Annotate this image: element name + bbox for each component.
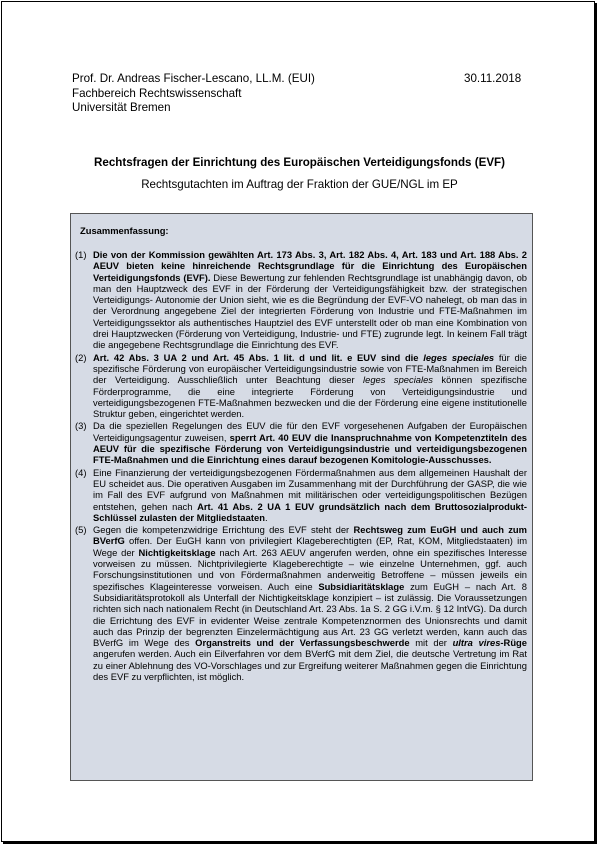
author-department: Fachbereich Rechtswissenschaft: [72, 86, 242, 100]
document-date: 30.11.2018: [464, 72, 522, 85]
summary-item: [75, 420, 527, 465]
summary-item-text: [93, 420, 527, 465]
summary-item: [75, 524, 527, 682]
text-run: Da die speziellen Regelungen des EUV die für den EVF vorgesehenen Aufgaben der Europäischen Verteidigungsagentur zuweisen,: [93, 420, 527, 443]
text-run: können spezifische Förderprogramme, die eine integrierte Förderung von Verteidigungsindustrie und verteidigungsbezogenen FTE-Maßnahmen bezwecken und die der Förderung eine eigene institutionelle Struktur geben, eingerichtet werden.: [93, 374, 527, 420]
text-run: angerufen werden. Auch ein Eilverfahren vor dem BVerfG mit dem Ziel, die deutsche Vertretung im Rat zu einer Ablehnung des VO-Vorschlages und zur Ergreifung weiterer Maßnahmen gegen die Einrichtung des EVF zu verpflichten, ist möglich.: [93, 648, 527, 682]
summary-heading: Zusammenfassung:: [80, 225, 169, 236]
text-run: zum EuGH – nach Art. 8 Subsidiaritätsprotokoll als Unterfall der Nichtigkeitsklage konzipiert – ist zulässig. Die Voraussetzungen richten sich nach nationalem Recht (in Deutschland Art. 23 Abs. 1a S. 2 GG i.V.m. § 12 IntVG). Da durch die Errichtung des EVF in evidenter Weise zentrale Kompetenznormen des Unionsrechts und damit auch das Prinzip der begrenzten Einzelermächtigung aus Art. 23 GG verletzt werden, kann auch das BVerfG im Wege des: [93, 580, 527, 649]
summary-item: [75, 467, 527, 523]
text-run: Art. 41 Abs. 2 UA 1 EUV grundsätzlich nach dem Bruttosozialprodukt-Schlüssel zulasten der Mitgliedstaaten: [93, 500, 528, 523]
text-run: Subsidiaritätsklage: [318, 580, 405, 592]
author-university: Universität Bremen: [72, 101, 171, 115]
summary-box: [70, 213, 533, 781]
summary-item: [75, 352, 527, 420]
text-run: .: [264, 511, 268, 523]
author-name: Prof. Dr. Andreas Fischer-Lescano, LL.M. (EUI): [72, 72, 315, 85]
text-run: Gegen die kompetenzwidrige Errichtung des EVF steht der: [93, 524, 354, 536]
document-subtitle: Rechtsgutachten im Auftrag der Fraktion der GUE/NGL im EP: [141, 178, 458, 191]
summary-item-text: [93, 467, 527, 523]
summary-item-number: (3): [75, 420, 87, 432]
summary-item-text: [93, 524, 527, 682]
text-run: sperrt Art. 40 EUV die Inanspruchnahme von Kompetenztiteln des AEUV für die spezifische Förderung von Verteidigungsindustrie und verteidigungsbezogenen FTE-Maßnahmen und die Einrichtung eines darauf bezogenen Komitologie-Ausschusses.: [93, 431, 527, 466]
summary-item-number: (2): [75, 351, 87, 363]
text-run: mit der: [409, 637, 453, 649]
summary-list: [75, 249, 527, 683]
text-run: Die von der Kommission gewählten Art. 173 Abs. 3, Art. 182 Abs. 4, Art. 183 und Art. 188 Abs. 2 AEUV bieten keine hinreichende Rechtsgrundlage für die Einrichtung des Europäischen Verteidigungsfonds (EVF).: [93, 249, 527, 283]
text-run: -Rüge: [500, 637, 527, 649]
author-block: [72, 72, 315, 116]
summary-item-number: (4): [75, 466, 87, 478]
summary-item: [75, 249, 527, 351]
text-run: leges speciales: [423, 351, 495, 363]
summary-item-number: (5): [75, 524, 87, 536]
text-run: für die spezifische Förderung von europäischer Verteidigungsindustrie sowie von FTE-Maßnahmen im Bereich der Verteidigung. Ausschließlich unter Beachtung dieser: [93, 351, 527, 386]
text-run: nach Art. 263 AEUV angerufen werden, ohne ein spezifisches Interesse vorweisen zu müssen. Nichtprivilegierte Klageberechtigte – wie einzelne Unternehmen, ggf. auch Forschungsinstitutionen und von Fördermaßnahmen anderweitig Betroffene – müssen jeweils ein spezifisches Klageinteresse vorweisen. Auch eine: [93, 546, 527, 592]
text-run: Organstreits und der Verfassungsbeschwerde: [195, 637, 410, 649]
summary-item-text: [93, 352, 527, 420]
text-run: Rechtsweg zum EuGH und auch zum BVerfG: [93, 524, 527, 547]
text-run: Eine Finanzierung der verteidigungsbezogenen Fördermaßnahmen aus dem allgemeinen Haushalt der EU scheidet aus. Die operativen Ausgaben im Zusammenhang mit der Durchführung der GASP, die wie im Fall des EVF aufgrund von Maßnahmen mit militärischen oder verteidigungspolitischen Bezügen entstehen, gehen nach: [93, 466, 527, 512]
summary-item-number: (1): [75, 249, 87, 260]
document-title: Rechtsfragen der Einrichtung des Europäischen Verteidigungsfonds (EVF): [94, 156, 505, 169]
text-run: ultra vires: [452, 637, 501, 649]
summary-item-text: [93, 249, 527, 351]
text-run: Nichtigkeitsklage: [138, 546, 216, 558]
text-run: Art. 42 Abs. 3 UA 2 und Art. 45 Abs. 1 lit. d und lit. e EUV sind die: [93, 351, 424, 363]
text-run: offen. Der EuGH kann von privilegiert Klageberechtigten (EP, Rat, KOM, Mitgliedstaaten) im Wege der: [93, 535, 527, 558]
text-run: Diese Bewertung zur fehlenden Rechtsgrundlage ist unabhängig davon, ob man den Hauptzweck des EVF in der Förderung der Verteidigungsfähigkeit bzw. der strategischen Verteidigungs- Autonomie der Union sieht, wie es die Begründung der EVF-VO nahelegt, ob man das in der Verordnung angegebene Ziel der integrierten Förderung von Industrie und FTE-Maßnahmen im Verteidigungssektor als authentisches Hauptziel des EVF unterstellt oder ob man eine Kombination von drei Hauptzwecken (Förderung von Verteidigung, Industrie- und FTE) zugrunde legt. In keinem Fall trägt die angegebene Rechtsgrundlage die Einrichtung des EVF.: [93, 271, 527, 351]
text-run: leges speciales: [363, 374, 433, 386]
